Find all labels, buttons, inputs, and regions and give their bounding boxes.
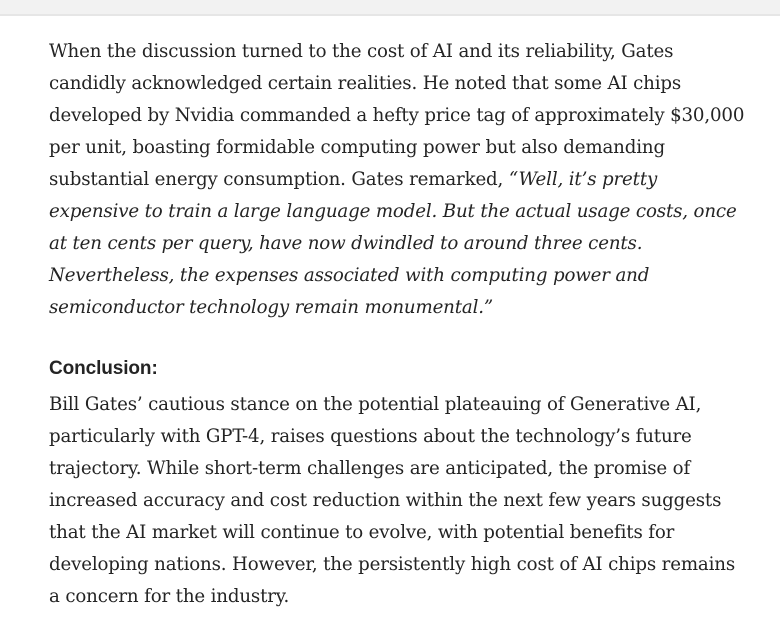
conclusion-heading: Conclusion: (49, 358, 158, 379)
gates-quote: “Well, it’s pretty expensive to train a large language model. But the actual usage costs, once at ten cents per query, have now dwindled to around three cents. Nevertheless, the expenses associated with computing power and semiconductor technology remain monumental.” (49, 169, 737, 318)
article-body (49, 36, 749, 613)
top-divider-bar (0, 0, 780, 16)
cost-paragraph-text: When the discussion turned to the cost of AI and its reliability, Gates candidly acknowledged certain realities. He noted that some AI chips developed by Nvidia commanded a hefty price tag of approximately $30,000 per unit, boasting formidable computing power but also demanding substantial energy consumption. Gates remarked, (49, 41, 745, 190)
cost-paragraph (49, 36, 749, 324)
conclusion-paragraph: Bill Gates’ cautious stance on the potential plateauing of Generative AI, particularly with GPT-4, raises questions about the technology’s future trajectory. While short-term challenges are anticipated, the promise of increased accuracy and cost reduction within the next few years suggests that the AI market will continue to evolve, with potential benefits for developing nations. However, the persistently high cost of AI chips remains a concern for the industry. (49, 394, 736, 607)
